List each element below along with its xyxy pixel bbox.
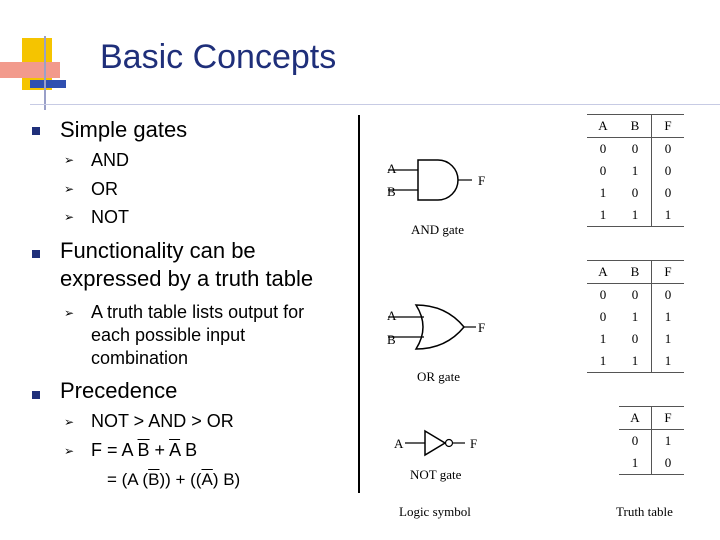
corner-red-bar bbox=[0, 62, 60, 78]
table-cell: 1 bbox=[631, 353, 639, 368]
table-cell: 1 bbox=[652, 306, 685, 328]
table-row bbox=[619, 430, 684, 453]
arrow-bullet-icon: ➢ bbox=[64, 210, 75, 224]
or-truth-table bbox=[587, 260, 684, 373]
table-cell: 1 bbox=[631, 163, 639, 178]
figure-divider bbox=[358, 115, 360, 493]
corner-blue-bar bbox=[30, 80, 66, 88]
table-cell: 0 bbox=[652, 182, 685, 204]
table-cell: 0 bbox=[631, 331, 639, 346]
table-cell: 1 bbox=[599, 207, 607, 222]
table-cell: 0 bbox=[652, 452, 685, 475]
table-cell: 1 bbox=[599, 331, 607, 346]
table-cell: 0 bbox=[599, 309, 607, 324]
and-gate-icon bbox=[380, 150, 490, 210]
arrow-bullet-icon: ➢ bbox=[64, 415, 75, 429]
or-input-b: B bbox=[387, 332, 396, 347]
expr-part-negated: $\overline{B}$ bbox=[148, 470, 160, 489]
table-cell: 0 bbox=[631, 433, 639, 448]
truth-table-caption: Truth table bbox=[616, 504, 673, 519]
table-header: B bbox=[619, 261, 652, 284]
table-cell: 0 bbox=[631, 185, 639, 200]
table-cell: 1 bbox=[599, 185, 607, 200]
not-output: F bbox=[470, 436, 478, 451]
table-cell: 1 bbox=[631, 455, 639, 470]
arrow-bullet-icon: ➢ bbox=[64, 182, 75, 196]
table-row bbox=[587, 328, 684, 350]
not-truth-table bbox=[619, 406, 684, 475]
not-input: A bbox=[394, 436, 404, 451]
table-row bbox=[587, 160, 684, 182]
sub-and: AND bbox=[91, 150, 130, 170]
table-cell: 1 bbox=[652, 350, 685, 373]
table-cell: 1 bbox=[652, 328, 685, 350]
expr-part: F = A bbox=[91, 440, 138, 460]
expr-part: )) + (( bbox=[159, 470, 202, 489]
expr-part: B bbox=[180, 440, 198, 460]
or-input-a: A bbox=[387, 308, 397, 323]
sub-precedence-expr bbox=[91, 439, 197, 462]
or-output: F bbox=[478, 320, 486, 335]
and-output: F bbox=[478, 173, 486, 188]
expr-part: + bbox=[149, 440, 170, 460]
table-cell: 0 bbox=[599, 141, 607, 156]
sub-truth-line2: each possible input bbox=[91, 325, 246, 345]
table-cell: 0 bbox=[652, 160, 685, 182]
expr-part-negated: $\overline{A}$ bbox=[201, 470, 213, 489]
table-header: A bbox=[587, 261, 619, 284]
table-cell: 0 bbox=[599, 163, 607, 178]
table-cell: 0 bbox=[631, 141, 639, 156]
table-cell: 1 bbox=[652, 430, 685, 453]
table-cell: 1 bbox=[631, 207, 639, 222]
bullet-square bbox=[32, 127, 40, 135]
bullet-simple-gates: Simple gates bbox=[60, 117, 188, 142]
and-input-a: A bbox=[387, 161, 397, 176]
table-cell: 0 bbox=[652, 284, 685, 307]
table-header: F bbox=[652, 407, 685, 430]
table-header-row bbox=[619, 407, 684, 430]
corner-vertical-line bbox=[44, 36, 46, 110]
table-row bbox=[587, 204, 684, 227]
slide-title: Basic Concepts bbox=[100, 38, 337, 76]
or-gate-icon bbox=[380, 297, 490, 357]
title-underline bbox=[30, 104, 720, 105]
table-row bbox=[587, 306, 684, 328]
table-cell: 0 bbox=[631, 287, 639, 302]
sub-precedence-expanded bbox=[107, 468, 240, 491]
expr-part: ) B) bbox=[212, 470, 241, 489]
bullet-square bbox=[32, 391, 40, 399]
expr-part-negated: $\overline{A}$ bbox=[169, 440, 181, 460]
or-gate-caption: OR gate bbox=[417, 369, 460, 384]
expr-part-negated: $\overline{B}$ bbox=[137, 440, 150, 460]
sub-not: NOT bbox=[91, 207, 129, 227]
table-header: A bbox=[587, 115, 619, 138]
table-header-row bbox=[587, 115, 684, 138]
sub-truth-line3: combination bbox=[91, 348, 189, 368]
table-header: B bbox=[619, 115, 652, 138]
and-gate-caption: AND gate bbox=[411, 222, 465, 237]
arrow-bullet-icon: ➢ bbox=[64, 306, 75, 320]
table-header: F bbox=[652, 115, 685, 138]
sub-or: OR bbox=[91, 179, 118, 199]
bullet-functionality-line1: Functionality can be bbox=[60, 238, 256, 263]
table-header-row bbox=[587, 261, 684, 284]
sub-truth-line1: A truth table lists output for bbox=[91, 302, 305, 322]
table-cell: 1 bbox=[652, 204, 685, 227]
arrow-bullet-icon: ➢ bbox=[64, 444, 75, 458]
bullet-precedence: Precedence bbox=[60, 378, 178, 403]
sub-precedence-order: NOT > AND > OR bbox=[91, 411, 234, 431]
table-row bbox=[587, 182, 684, 204]
bullet-functionality-line2: expressed by a truth table bbox=[60, 266, 314, 291]
table-header: A bbox=[619, 407, 652, 430]
bullet-square bbox=[32, 250, 40, 258]
and-truth-table bbox=[587, 114, 684, 227]
table-cell: 0 bbox=[599, 287, 607, 302]
table-row bbox=[619, 452, 684, 475]
table-row bbox=[587, 138, 684, 161]
table-row bbox=[587, 350, 684, 373]
table-cell: 1 bbox=[631, 309, 639, 324]
not-gate-caption: NOT gate bbox=[410, 467, 462, 482]
expr-part: = (A ( bbox=[107, 470, 149, 489]
and-input-b: B bbox=[387, 184, 396, 199]
table-row bbox=[587, 284, 684, 307]
not-gate-icon bbox=[395, 425, 478, 461]
arrow-bullet-icon: ➢ bbox=[64, 153, 75, 167]
table-cell: 0 bbox=[652, 138, 685, 161]
table-header: F bbox=[652, 261, 685, 284]
table-cell: 1 bbox=[599, 353, 607, 368]
logic-symbol-caption: Logic symbol bbox=[399, 504, 471, 519]
